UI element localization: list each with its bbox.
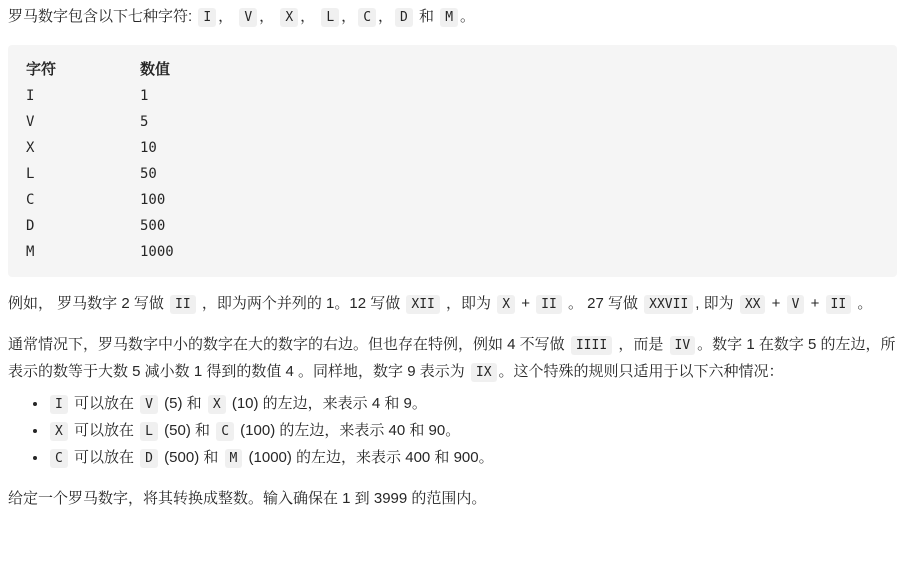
roman-char: V <box>26 114 35 130</box>
inline-code: L <box>140 422 158 441</box>
rule-paragraph: 通常情况下，罗马数字中小的数字在大的数字的右边。但也存在特例，例如 4 不写做 IIII ，而是 IV 。数字 1 在数字 5 的左边，所表示的数等于大数 5 减小数 1 得到的数值 4 。同样地，数字 9 表示为 IX 。这个特殊的规则只适用于以下六种情况： <box>8 336 896 380</box>
special-cases-list <box>8 391 897 472</box>
inline-code: II <box>170 295 196 314</box>
inline-code: XX <box>740 295 766 314</box>
inline-code: XII <box>406 295 439 314</box>
intro-paragraph: 罗马数字包含以下七种字符: I ， V ， X ， L ， C ， D 和 M 。 <box>8 8 476 25</box>
roman-char: L <box>26 166 35 182</box>
special-case-item: • I 可以放在 V (5) 和 X (10) 的左边，来表示 4 和 9。 <box>48 391 897 418</box>
task-paragraph: 给定一个罗马数字，将其转换成整数。输入确保在 1 到 3999 的范围内。 <box>8 490 487 507</box>
special-case-item: • X 可以放在 L (50) 和 C (100) 的左边，来表示 40 和 90。 <box>48 418 897 445</box>
inline-code: II <box>826 295 852 314</box>
inline-code: IV <box>670 336 696 355</box>
inline-code: M <box>225 449 243 468</box>
inline-code: IIII <box>571 336 612 355</box>
value-table-body <box>26 83 881 265</box>
value-table-row <box>26 161 881 187</box>
roman-char: C <box>26 192 35 208</box>
char-value: 50 <box>140 166 157 182</box>
header-char: 字符 <box>26 61 57 78</box>
inline-code: X <box>208 395 226 414</box>
inline-code: IX <box>471 363 497 382</box>
value-table-row <box>26 213 881 239</box>
char-value: 1 <box>140 88 149 104</box>
inline-code: X <box>50 422 68 441</box>
roman-char: D <box>26 218 35 234</box>
header-value: 数值 <box>140 61 171 78</box>
char-value: 100 <box>140 192 166 208</box>
inline-code: XXVII <box>644 295 693 314</box>
roman-value-table <box>8 45 897 277</box>
char-value: 500 <box>140 218 166 234</box>
inline-code: X <box>280 8 298 27</box>
inline-code: C <box>216 422 234 441</box>
inline-code: D <box>395 8 413 27</box>
value-table-row <box>26 109 881 135</box>
value-table-row <box>26 83 881 109</box>
inline-code: C <box>358 8 376 27</box>
char-value: 1000 <box>140 244 174 260</box>
inline-code: M <box>440 8 458 27</box>
inline-code: V <box>787 295 805 314</box>
inline-code: I <box>50 395 68 414</box>
roman-char: X <box>26 140 35 156</box>
inline-code: V <box>140 395 158 414</box>
roman-char: M <box>26 244 35 260</box>
char-value: 5 <box>140 114 149 130</box>
char-value: 10 <box>140 140 157 156</box>
special-case-item: • C 可以放在 D (500) 和 M (1000) 的左边，来表示 400 和 900。 <box>48 445 897 472</box>
inline-code: D <box>140 449 158 468</box>
example-paragraph: 例如， 罗马数字 2 写做 II ，即为两个并列的 1。12 写做 XII ，即为 X + II 。 27 写做 XXVII , 即为 XX + V + II 。 <box>8 295 873 312</box>
inline-code: V <box>239 8 257 27</box>
value-table-row <box>26 187 881 213</box>
inline-code: L <box>321 8 339 27</box>
value-table-row <box>26 239 881 265</box>
roman-char: I <box>26 88 35 104</box>
inline-code: C <box>50 449 68 468</box>
inline-code: II <box>536 295 562 314</box>
inline-code: X <box>497 295 515 314</box>
value-table-header-row <box>26 57 881 83</box>
inline-code: I <box>198 8 216 27</box>
value-table-row <box>26 135 881 161</box>
problem-description <box>8 4 897 512</box>
